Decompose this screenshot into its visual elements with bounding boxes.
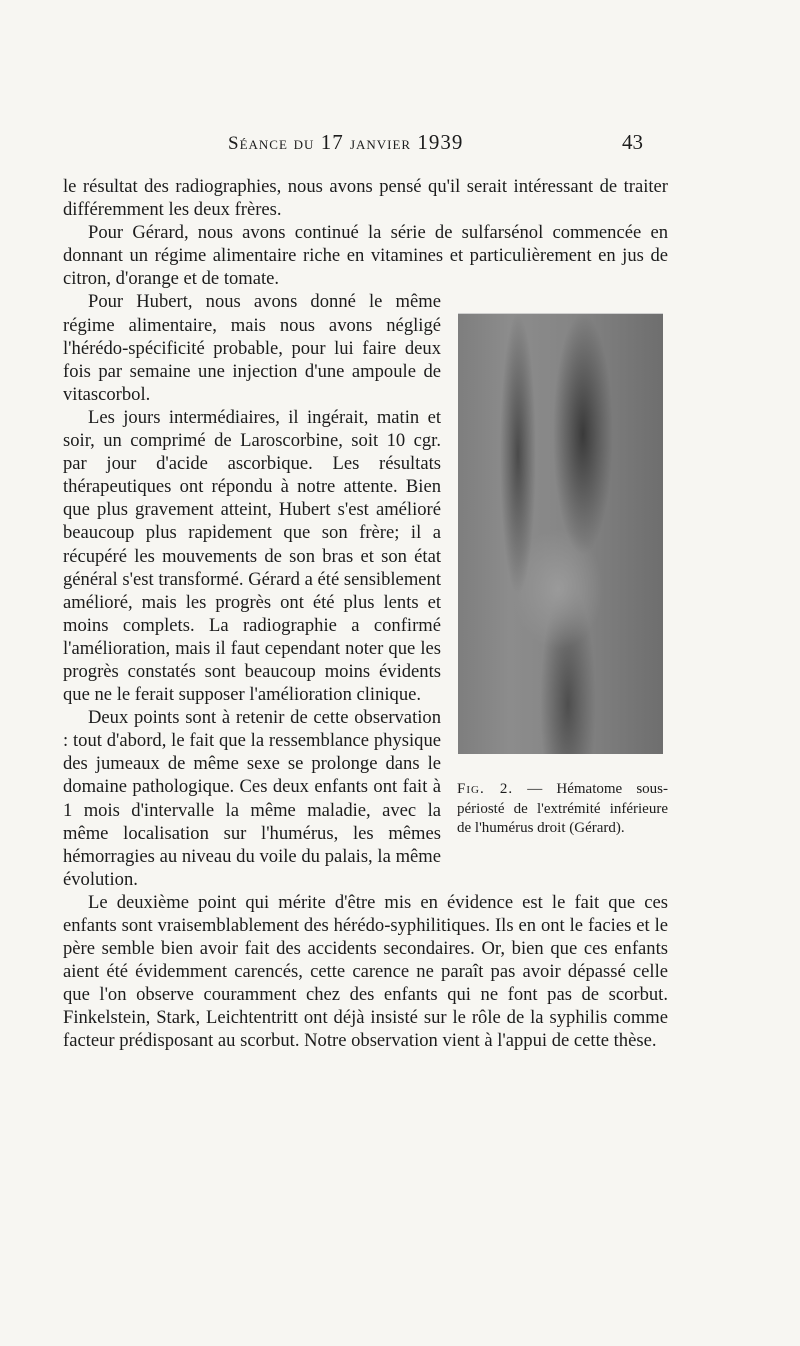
- running-title-month: janvier: [349, 133, 412, 154]
- figure: [455, 313, 668, 876]
- running-title-prefix: Séance du: [228, 133, 315, 154]
- xray-image: [458, 313, 663, 754]
- running-title-year: 1939: [417, 130, 464, 154]
- figure-caption-text: — Hématome sous-périosté de l'extrémité inférieure de l'humérus droit (Gérard).: [457, 781, 668, 837]
- running-title-day: 17: [320, 130, 344, 154]
- page-header: [0, 130, 800, 160]
- paragraph: Le deuxième point qui mérite d'être mis en évidence est le fait que ces enfants sont vraisemblablement des hérédo-syphilitiques. Ils en ont le facies et le père semble bien avoir fait des accidents secondaires. Or, bien que ces enfants aient été évidemment carencés, cette carence ne paraît pas avoir dépassé celle que l'on observe couramment chez des enfants qui ne font pas de scorbut. Finkelstein, Stark, Leichtentritt ont déjà insisté sur le rôle de la syphilis comme facteur prédisposant au scorbut. Notre observation vient à l'appui de cette thèse.: [63, 891, 668, 1052]
- figure-caption: [455, 780, 668, 838]
- page-number: 43: [622, 130, 643, 154]
- figure-label: Fig. 2.: [457, 781, 514, 798]
- paragraph: Pour Hubert, nous avons donné le même régime alimentaire, mais nous avons négligé l'hérédo-spécificité probable, pour lui faire deux fois par semaine une injection d'une ampoule de vitascorbol.: [63, 291, 441, 405]
- running-title: [228, 130, 463, 155]
- body-text: [63, 175, 668, 1053]
- paragraph: Deux points sont à retenir de cette observation : tout d'abord, le fait que la ressemblance physique des jumeaux de même sexe se prolonge dans le domaine pathologique. Ces deux enfants ont fait à 1 mois d'intervalle la même maladie, avec la même localisation sur l'humérus, les mêmes hémorragies au niveau du voile du palais, la même évolution.: [63, 707, 441, 890]
- paragraph: Pour Gérard, nous avons continué la série de sulfarsénol commencée en donnant un régime alimentaire riche en vitamines et particulièrement en jus de citron, d'orange et de tomate.: [63, 222, 668, 290]
- paragraph: le résultat des radiographies, nous avons pensé qu'il serait intéressant de traiter différemment les deux frères.: [63, 176, 668, 221]
- paragraph: Les jours intermédiaires, il ingérait, matin et soir, un comprimé de Laroscorbine, soit 10 cgr. par jour d'acide ascorbique. Les résultats thérapeutiques ont répondu à notre attente. Bien que plus gravement atteint, Hubert s'est amélioré beaucoup plus rapidement que son frère; il a récupéré les mouvements de son bras et son état général s'est transformé. Gérard a été sensiblement amélioré, mais les progrès ont été plus lents et moins complets. La radiographie a confirmé l'amélioration, mais il faut cependant noter que les progrès constatés sont beaucoup moins évidents que ne le ferait supposer l'amélioration clinique.: [63, 406, 441, 706]
